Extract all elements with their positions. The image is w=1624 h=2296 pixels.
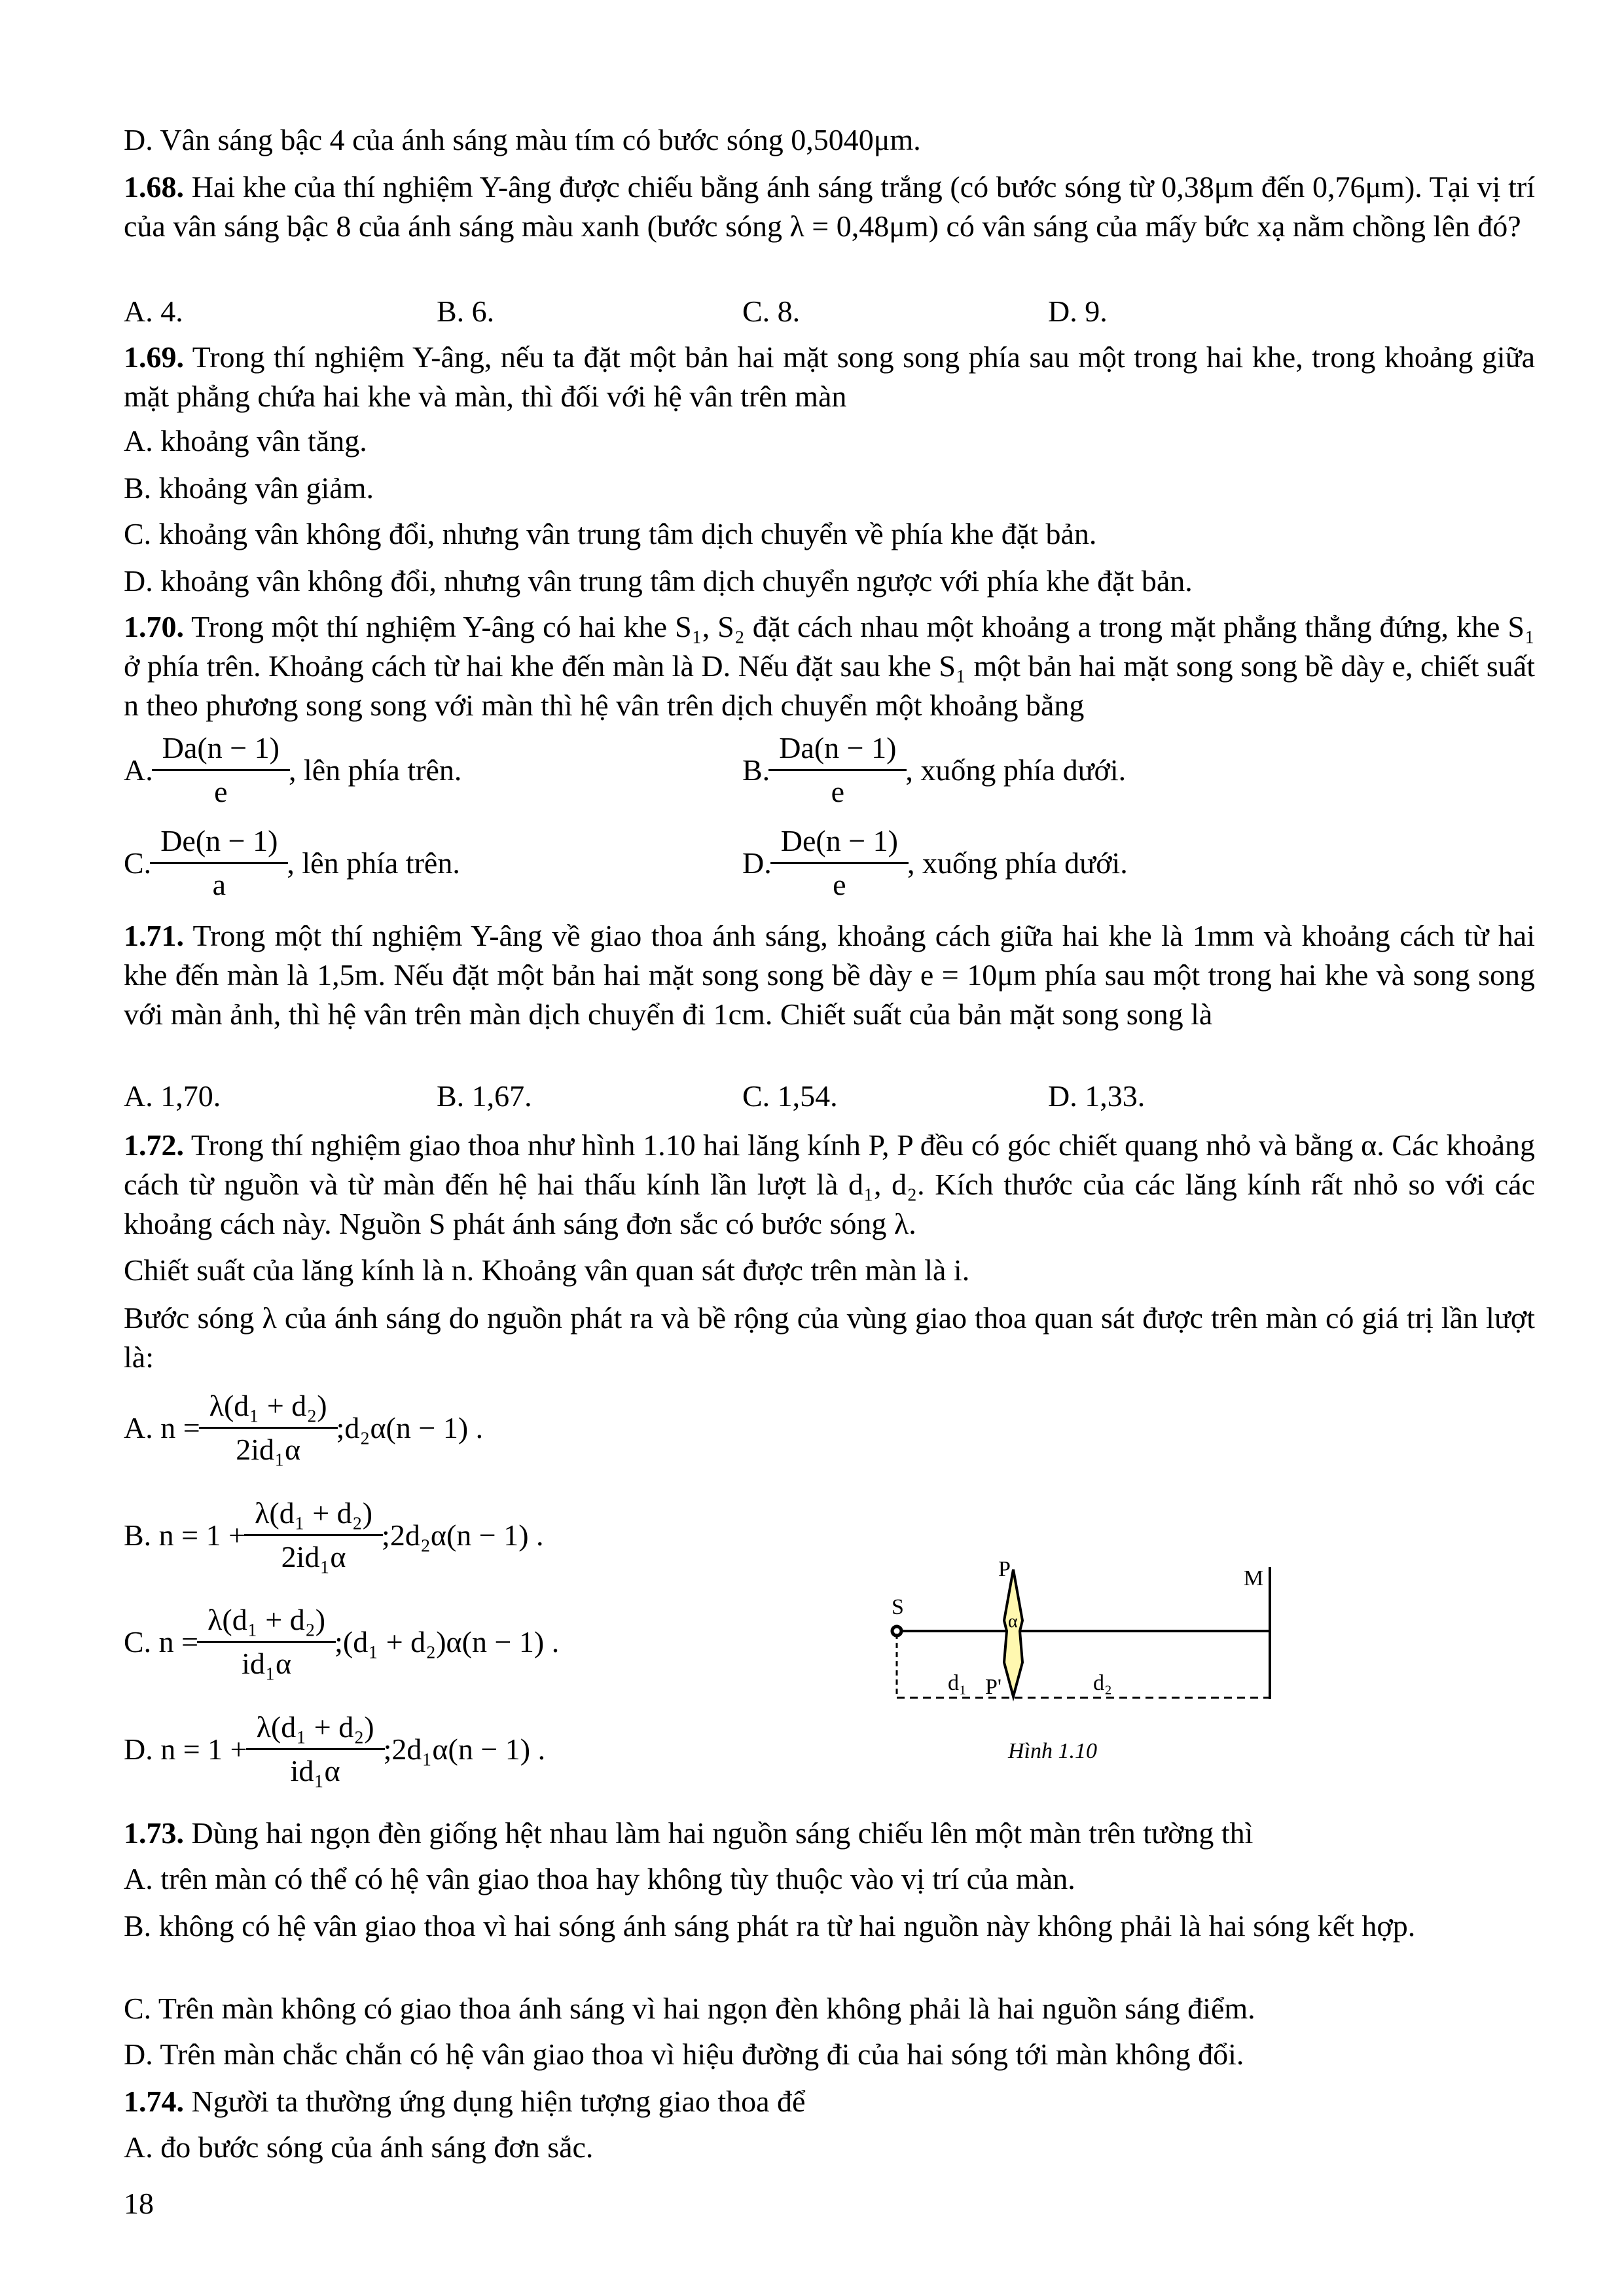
numerator: λ(d₁ + d₂) (209, 1389, 327, 1422)
question-text: Trong thí nghiệm Y-âng, nếu ta đặt một bản hai mặt song song phía sau một trong hai khe, trong khoảng giữa mặt phẳng chứa hai khe và màn, thì đối với hệ vân trên màn (124, 340, 1535, 413)
option-a: A. 1,70. (124, 1079, 221, 1113)
question-text: Trong một thí nghiệm Y-âng về giao thoa ánh sáng, khoảng cách giữa hai khe là 1mm và khoảng cách từ hai khe đến màn là 1,5m. Nếu đặt một bản hai mặt song song bề dày e = 10μm phía sau một trong hai khe và song song với màn ảnh, thì hệ vân trên màn dịch chuyển đi 1cm. Chiết suất của bản mặt song song là (124, 919, 1535, 1031)
option-suffix: ;d₂α(n − 1) . (336, 1411, 484, 1444)
denominator: a (150, 862, 288, 903)
q168-options (124, 292, 1535, 331)
option-prefix: D. n = 1 + (124, 1732, 247, 1766)
label-s: S (892, 1595, 904, 1619)
q172-option-a (124, 1388, 483, 1468)
question-text-2: Chiết suất của lăng kính là n. Khoảng vân quan sát được trên màn là i. (124, 1253, 970, 1287)
option-label: A. (124, 753, 153, 787)
option-label: B. (742, 753, 770, 787)
numerator: λ(d₁ + d₂) (255, 1496, 373, 1530)
denominator: e (152, 769, 290, 810)
question-text-3: Bước sóng λ của ánh sáng do nguồn phát ra và bề rộng của vùng giao thoa quan sát được trên màn có giá trị lần lượt là: (124, 1301, 1535, 1374)
question-text: Trong một thí nghiệm Y-âng có hai khe S₁, S₂ đặt cách nhau một khoảng a trong mặt phẳng thẳng đứng, khe S₁ ở phía trên. Khoảng cách từ hai khe đến màn là D. Nếu đặt sau khe S₁ một bản hai mặt song song bề dày e, chiết suất n theo phương song song với màn thì hệ vân trên dịch chuyển một khoảng bằng (124, 610, 1535, 722)
label-d1: d₁ (948, 1671, 967, 1695)
question-text: Hai khe của thí nghiệm Y-âng được chiếu bằng ánh sáng trắng (có bước sóng từ 0,38μm đến 0,76μm). Tại vị trí của vân sáng bậc 8 của ánh sáng màu xanh (bước sóng λ = 0,48μm) có vân sáng của mấy bức xạ nằm chồng lên đó? (124, 170, 1535, 243)
denominator: 2id₁α (244, 1534, 383, 1575)
fraction (202, 1602, 331, 1682)
option-b: B. 1,67. (437, 1079, 532, 1113)
option-label: C. (124, 846, 152, 880)
denominator: e (768, 769, 907, 810)
q172-option-d (124, 1709, 545, 1789)
option-suffix: , lên phía trên. (288, 753, 462, 787)
q170-option-a (124, 730, 461, 810)
option-c: C. khoảng vân không đổi, nhưng vân trung tâm dịch chuyển về phía khe đặt bản. (124, 517, 1097, 550)
fraction (157, 730, 285, 810)
option-d: D. khoảng vân không đổi, nhưng vân trung tâm dịch chuyển ngược với phía khe đặt bản. (124, 564, 1193, 598)
numerator: λ(d₁ + d₂) (256, 1710, 374, 1744)
option-suffix: , xuống phía dưới. (905, 753, 1127, 787)
numerator: λ(d₁ + d₂) (208, 1603, 326, 1636)
question-text: Dùng hai ngọn đèn giống hệt nhau làm hai nguồn sáng chiếu lên một màn trên tường thì (184, 1816, 1254, 1850)
option-prefix: C. n = (124, 1625, 199, 1659)
q172-option-c (124, 1602, 559, 1682)
label-d2: d₂ (1093, 1671, 1112, 1695)
option-d: D. 1,33. (1048, 1079, 1146, 1113)
option-suffix: , lên phía trên. (287, 846, 460, 880)
question-1-69 (124, 338, 1535, 416)
option-a: A. trên màn có thể có hệ vân giao thoa hay không tùy thuộc vào vị trí của màn. (124, 1862, 1075, 1895)
q170-option-d (742, 823, 1128, 903)
question-1-74 (124, 2082, 1535, 2121)
option-label: D. (742, 846, 772, 880)
biprism-shape (1004, 1570, 1022, 1696)
option-c: C. Trên màn không có giao thoa ánh sáng vì hai ngọn đèn không phải là hai nguồn sáng điểm. (124, 1992, 1255, 2025)
option-b: B. không có hệ vân giao thoa vì hai sóng ánh sáng phát ra từ hai nguồn này không phải là hai sóng kết hợp. (124, 1909, 1416, 1943)
question-text: Người ta thường ứng dụng hiện tượng giao thoa để (184, 2085, 806, 2118)
fraction (251, 1709, 380, 1789)
option-suffix: , xuống phía dưới. (907, 846, 1128, 880)
option-a: A. khoảng vân tăng. (124, 424, 367, 457)
figure-1-10 (871, 1542, 1276, 1765)
figure-caption: Hình 1.10 (1008, 1739, 1097, 1763)
question-1-72 (124, 1126, 1535, 1244)
option-prefix: A. n = (124, 1411, 200, 1444)
denominator: id₁α (197, 1641, 336, 1682)
numerator: De(n − 1) (780, 824, 898, 857)
label-alpha: α (1008, 1611, 1018, 1632)
option-b: B. khoảng vân giảm. (124, 471, 374, 505)
numerator: Da(n − 1) (162, 731, 280, 764)
option-b: B. 6. (437, 295, 495, 328)
option-a: A. 4. (124, 295, 183, 328)
denominator: e (770, 862, 909, 903)
question-number: 1.73. (124, 1816, 184, 1850)
option-suffix: ;2d₂α(n − 1) . (382, 1518, 544, 1552)
fraction (774, 730, 901, 810)
question-number: 1.72. (124, 1128, 184, 1162)
question-number: 1.70. (124, 610, 184, 643)
denominator: 2id₁α (199, 1427, 338, 1468)
fraction (155, 823, 283, 903)
question-number: 1.69. (124, 340, 184, 374)
q170-option-b (742, 730, 1126, 810)
fraction (249, 1495, 378, 1575)
question-1-68 (124, 168, 1535, 246)
label-p-prime: P' (985, 1675, 1002, 1699)
label-p: P (998, 1557, 1011, 1581)
label-m: M (1244, 1566, 1264, 1590)
option-suffix: ;(d₁ + d₂)α(n − 1) . (334, 1625, 560, 1659)
question-number: 1.74. (124, 2085, 184, 2118)
page-number: 18 (124, 2187, 154, 2220)
question-number: 1.68. (124, 170, 184, 204)
option-c: C. 1,54. (742, 1079, 838, 1113)
question-number: 1.71. (124, 919, 184, 952)
option-d: D. 9. (1048, 295, 1108, 328)
option-suffix: ;2d₁α(n − 1) . (383, 1732, 546, 1766)
question-text: Trong thí nghiệm giao thoa như hình 1.10 hai lăng kính P, P đều có góc chiết quang nhỏ và bằng α. Các khoảng cách từ nguồn và từ màn đến hệ hai thấu kính lần lượt là d₁, d₂. Kích thước của các lăng kính rất nhỏ so với các khoảng cách này. Nguồn S phát ánh sáng đơn sắc có bước sóng λ. (124, 1128, 1535, 1240)
question-1-73 (124, 1814, 1535, 1853)
numerator: Da(n − 1) (779, 731, 897, 764)
q167-option-d: D. Vân sáng bậc 4 của ánh sáng màu tím có bước sóng 0,5040μm. (124, 123, 921, 156)
numerator: De(n − 1) (160, 824, 278, 857)
option-d: D. Trên màn chắc chắn có hệ vân giao thoa vì hiệu đường đi của hai sóng tới màn không đổi. (124, 2037, 1244, 2071)
question-1-70 (124, 607, 1535, 725)
question-1-71 (124, 916, 1535, 1034)
option-prefix: B. n = 1 + (124, 1518, 246, 1552)
q170-option-c (124, 823, 460, 903)
fraction (776, 823, 903, 903)
option-a: A. đo bước sóng của ánh sáng đơn sắc. (124, 2130, 594, 2164)
denominator: id₁α (246, 1748, 385, 1789)
fraction (204, 1388, 333, 1468)
option-c: C. 8. (742, 295, 801, 328)
q171-options (124, 1077, 1535, 1116)
q172-option-b (124, 1495, 544, 1575)
